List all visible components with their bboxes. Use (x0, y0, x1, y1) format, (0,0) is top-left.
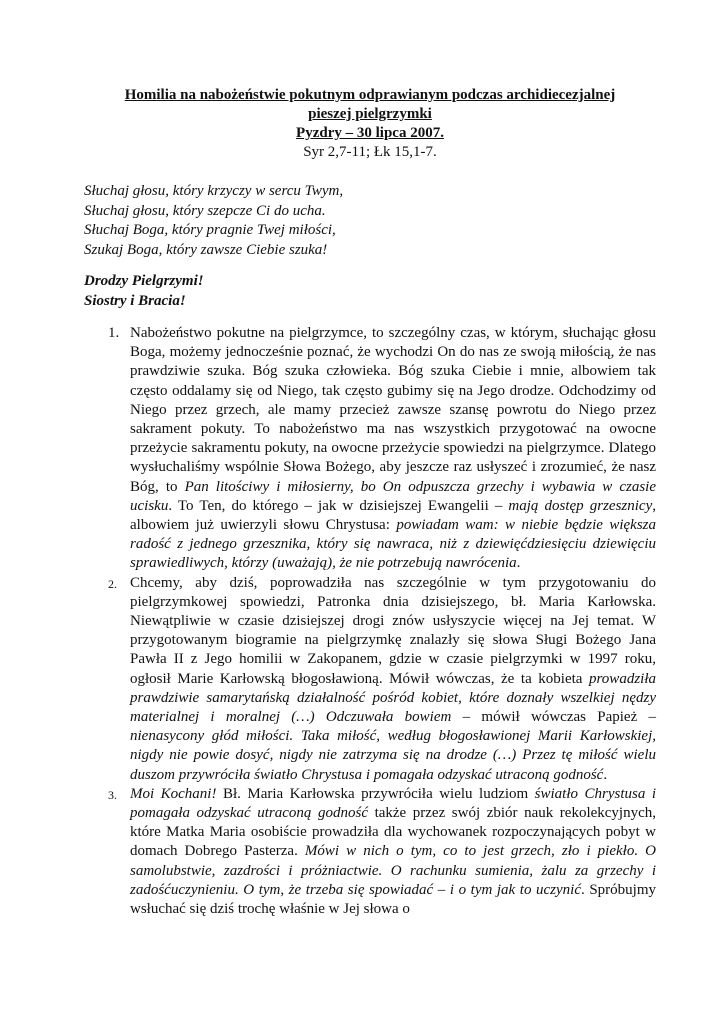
verse-line: Słuchaj Boga, który pragnie Twej miłości, (84, 222, 336, 239)
greeting-line: Siostry i Bracia! (84, 292, 186, 309)
verse-line: Słuchaj głosu, który krzyczy w sercu Twym, (84, 183, 344, 199)
title-date: Pyzdry – 30 lipca 2007. (296, 125, 444, 141)
homily-list (108, 324, 656, 919)
verse-line: Szukaj Boga, który zawsze Ciebie szuka! (84, 241, 328, 258)
list-item (108, 574, 656, 785)
item-number: 3. (108, 787, 117, 802)
list-item (108, 324, 656, 574)
title-block (80, 86, 660, 162)
item-text: Nabożeństwo pokutne na pielgrzymce, to szczególny czas, w którym, słuchając głosu Boga, możemy jednocześnie poznać, że wychodzi On do nas ze swoją miłością, że nas prawdziwie szuka. Bóg szuka człowieka. Bóg szuka Ciebie i mnie, albowiem tak często oddalamy się od Niego, tak często gubimy się na Jego drodze. Odchodzimy od Niego przez grzech, ale mamy przecież zawsze szansę powrotu do Niego przez sakrament pokuty. To nabożeństwo ma nas wszystkich przygotować na owocne przeżycie sakramentu pokuty, na owocne przeżycie spowiedzi na pielgrzymce. Dlatego wysłuchaliśmy wspólnie Słowa Bożego, aby jeszcze raz usłyszeć i zrozumieć, że nasz Bóg, to Pan litościwy i miłosierny, bo On odpuszcza grzechy i wybawia w czasie ucisku. To Ten, do którego – jak w dzisiejszej Ewangelii – mają dostęp grzesznicy, albowiem już uwierzyli słowu Chrystusa: powiadam wam: w niebie będzie większa radość z jednego grzesznika, który się nawraca, niż z dziewięćdziesięciu dziewięciu sprawiedliwych, którzy (uważają), że nie potrzebują nawrócenia. (130, 325, 657, 572)
item-number: 2. (108, 576, 117, 591)
item-text: Moi Kochani! Bł. Maria Karłowska przywróciła wielu ludziom światło Chrystusa i pomagała odzyskać utraconą godność także przez swój zbiór nauk rekolekcyjnych, które Matka Maria osobiście prowadziła dla wychowanek rozpoczynających pobyt w domach Dobrego Pasterza. Mówi w nich o tym, co to jest grzech, zło i piekło. O samolubstwie, zazdrości i próżniactwie. O rachunku sumienia, żalu za grzechy i zadośćuczynieniu. O tym, że trzeba się spowiadać – i o tym jak to uczynić. Spróbujmy wsłuchać się dziś trochę właśnie w Jej słowa o (130, 785, 657, 918)
greeting-line: Drodzy Pielgrzymi! (84, 273, 204, 289)
verse-line: Słuchaj głosu, który szepcze Ci do ucha. (84, 202, 326, 219)
list-item (108, 785, 656, 919)
item-number: 1. (108, 325, 120, 341)
greeting (84, 272, 644, 311)
opening-verse (84, 182, 644, 260)
title-line-1: Homilia na nabożeństwie pokutnym odprawianym podczas archidiecezjalnej (124, 87, 616, 103)
title-line-2: pieszej pielgrzymki (308, 106, 432, 122)
item-text: Chcemy, aby dziś, poprowadziła nas szczególnie w tym przygotowaniu do pielgrzymkowej spowiedzi, Patronka dnia dzisiejszego, bł. Maria Karłowska. Niewątpliwie w czasie dzisiejszej drogi znów usłyszycie więcej na Jej temat. W przygotowanym biogramie na pielgrzymkę znalazły się słowa Sługi Bożego Jana Pawła II z Jego homilii w Zakopanem, gdzie w czasie pielgrzymki w 1997 roku, ogłosił Marie Karłowską błogosławioną. Mówił wówczas, że ta kobieta prowadziła prawdziwie samarytańską działalność pośród kobiet, które doznały wszelkiej nędzy materialnej i moralnej (…) Odczuwała bowiem – mówił wówczas Papież – nienasycony głód miłości. Taka miłość, według błogosławionej Marii Karłowskiej, nigdy nie powie dosyć, nigdy nie zatrzyma się na drodze (…) Przez tę miłość wielu duszom przywróciła światło Chrystusa i pomagała odzyskać utraconą godność. (130, 574, 657, 783)
scripture-reference: Syr 2,7-11; Łk 15,1-7. (303, 144, 437, 160)
